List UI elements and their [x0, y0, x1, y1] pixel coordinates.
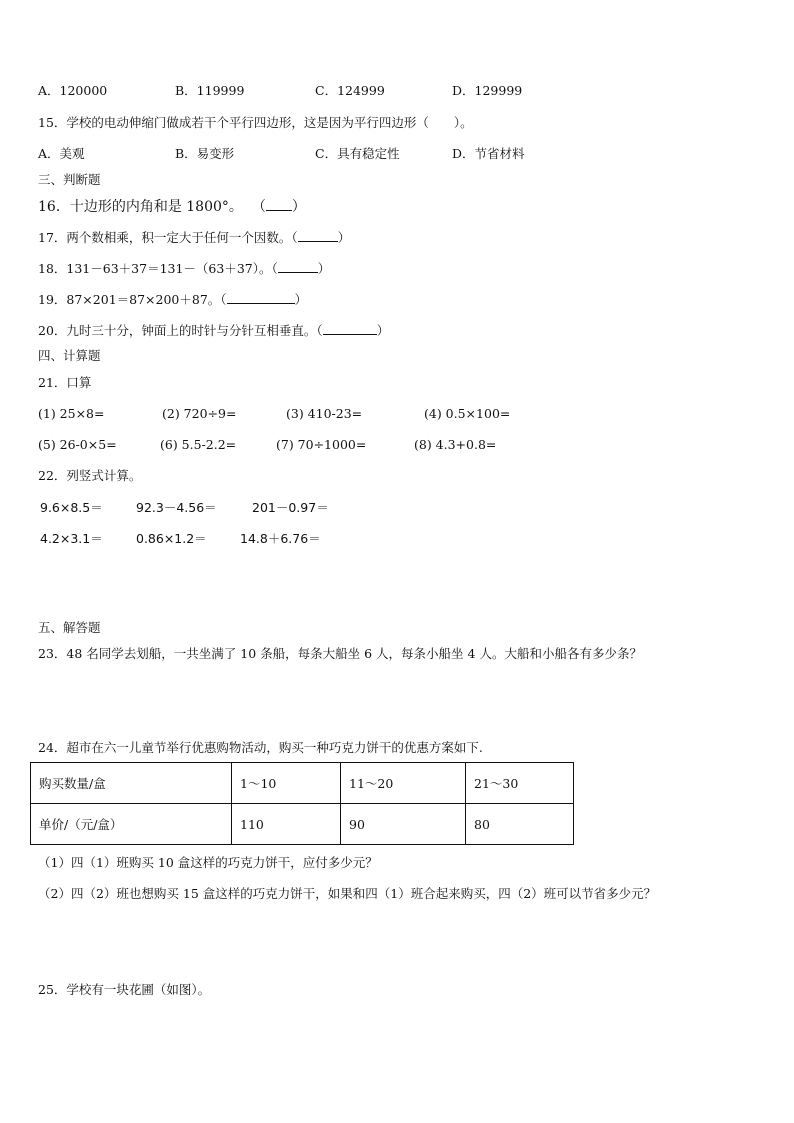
table-cell: 80	[466, 804, 574, 845]
table-cell: 1～10	[232, 763, 341, 804]
q23-text: 23．48 名同学去划船，一共坐满了 10 条船，每条大船坐 6 人，每条小船坐 4 人。大船和小船各有多少条？	[38, 646, 642, 661]
q15-option-d: D．节省材料	[452, 146, 525, 161]
table-cell: 110	[232, 804, 341, 845]
q20	[38, 322, 389, 339]
section-title-word-problems: 五、解答题	[38, 620, 101, 635]
q22-item-2: 92.3－4.56＝	[136, 500, 217, 515]
table-cell: 11～20	[341, 763, 466, 804]
q22-item-6: 14.8＋6.76＝	[240, 531, 321, 546]
q15-text: 15．学校的电动伸缩门做成若干个平行四边形，这是因为平行四边形（ ）。	[38, 115, 473, 130]
q22-item-5: 0.86×1.2＝	[136, 531, 207, 546]
q22-item-1: 9.6×8.5＝	[40, 500, 103, 515]
price-table	[30, 762, 574, 845]
q21-item-2: (2) 720÷9=	[162, 406, 237, 421]
table-row	[31, 763, 574, 804]
q18-open-paren: （	[271, 261, 278, 276]
q19	[38, 291, 307, 308]
q22-item-3: 201－0.97＝	[252, 500, 329, 515]
q17-text: 17．两个数相乘，积一定大于任何一个因数。	[38, 230, 292, 245]
q22-item-4: 4.2×3.1＝	[40, 531, 103, 546]
q19-answer-blank[interactable]	[227, 291, 295, 304]
q16-text: 16．十边形的内角和是 1800°。	[38, 199, 243, 215]
q16-answer-blank[interactable]	[266, 198, 292, 211]
table-cell: 单价/（元/盒）	[31, 804, 232, 845]
q14-option-b: B．119999	[175, 83, 245, 98]
table-cell: 90	[341, 804, 466, 845]
table-cell: 购买数量/盒	[31, 763, 232, 804]
q24-text: 24．超市在六一儿童节举行优惠购物活动，购买一种巧克力饼干的优惠方案如下.	[38, 740, 483, 755]
q18-answer-blank[interactable]	[278, 260, 318, 273]
section-title-calculation: 四、计算题	[38, 348, 101, 363]
q17-answer-blank[interactable]	[298, 229, 338, 242]
q14-option-c: C．124999	[315, 83, 385, 98]
q20-text: 20．九时三十分，钟面上的时针与分针互相垂直。	[38, 323, 317, 338]
q19-close-paren: ）	[294, 292, 308, 307]
q19-open-paren: （	[220, 292, 227, 307]
q21-item-5: (5) 26-0×5=	[38, 437, 117, 452]
q21-item-4: (4) 0.5×100=	[424, 406, 511, 421]
q21-item-1: (1) 25×8=	[38, 406, 105, 421]
q18-close-paren: ）	[317, 261, 331, 276]
q15-option-a: A．美观	[38, 146, 85, 161]
table-cell: 21～30	[466, 763, 574, 804]
q21-item-6: (6) 5.5-2.2=	[160, 437, 237, 452]
q14-option-a: A．120000	[38, 83, 108, 98]
q14-option-d: D．129999	[452, 83, 523, 98]
q17	[38, 229, 350, 246]
q21-item-8: (8) 4.3+0.8=	[414, 437, 497, 452]
q17-close-paren: ）	[337, 230, 351, 245]
q24-sub-question-2: （2）四（2）班也想购买 15 盒这样的巧克力饼干，如果和四（1）班合起来购买，四（2）班可以节省多少元？	[38, 886, 657, 901]
q18-text: 18．131－63＋37＝131－（63＋37）。	[38, 261, 272, 276]
table-row	[31, 804, 574, 845]
q16	[38, 198, 306, 215]
q17-open-paren: （	[291, 230, 298, 245]
q16-open-paren: （	[251, 199, 266, 215]
q21-item-3: (3) 410-23=	[286, 406, 363, 421]
q24-sub-question-1: （1）四（1）班购买 10 盒这样的巧克力饼干，应付多少元？	[38, 855, 378, 870]
q21-title: 21．口算	[38, 375, 92, 390]
q20-close-paren: ）	[376, 323, 390, 338]
q15-option-b: B．易变形	[175, 146, 235, 161]
q20-answer-blank[interactable]	[323, 322, 377, 335]
q15-option-c: C．具有稳定性	[315, 146, 400, 161]
q20-open-paren: （	[316, 323, 323, 338]
q16-close-paren: ）	[291, 199, 306, 215]
section-title-judgement: 三、判断题	[38, 172, 101, 187]
q25-text: 25．学校有一块花圃（如图）。	[38, 982, 211, 997]
q18	[38, 260, 330, 277]
q19-text: 19．87×201＝87×200＋87。	[38, 292, 221, 307]
q22-title: 22．列竖式计算。	[38, 468, 142, 483]
q21-item-7: (7) 70÷1000=	[276, 437, 367, 452]
